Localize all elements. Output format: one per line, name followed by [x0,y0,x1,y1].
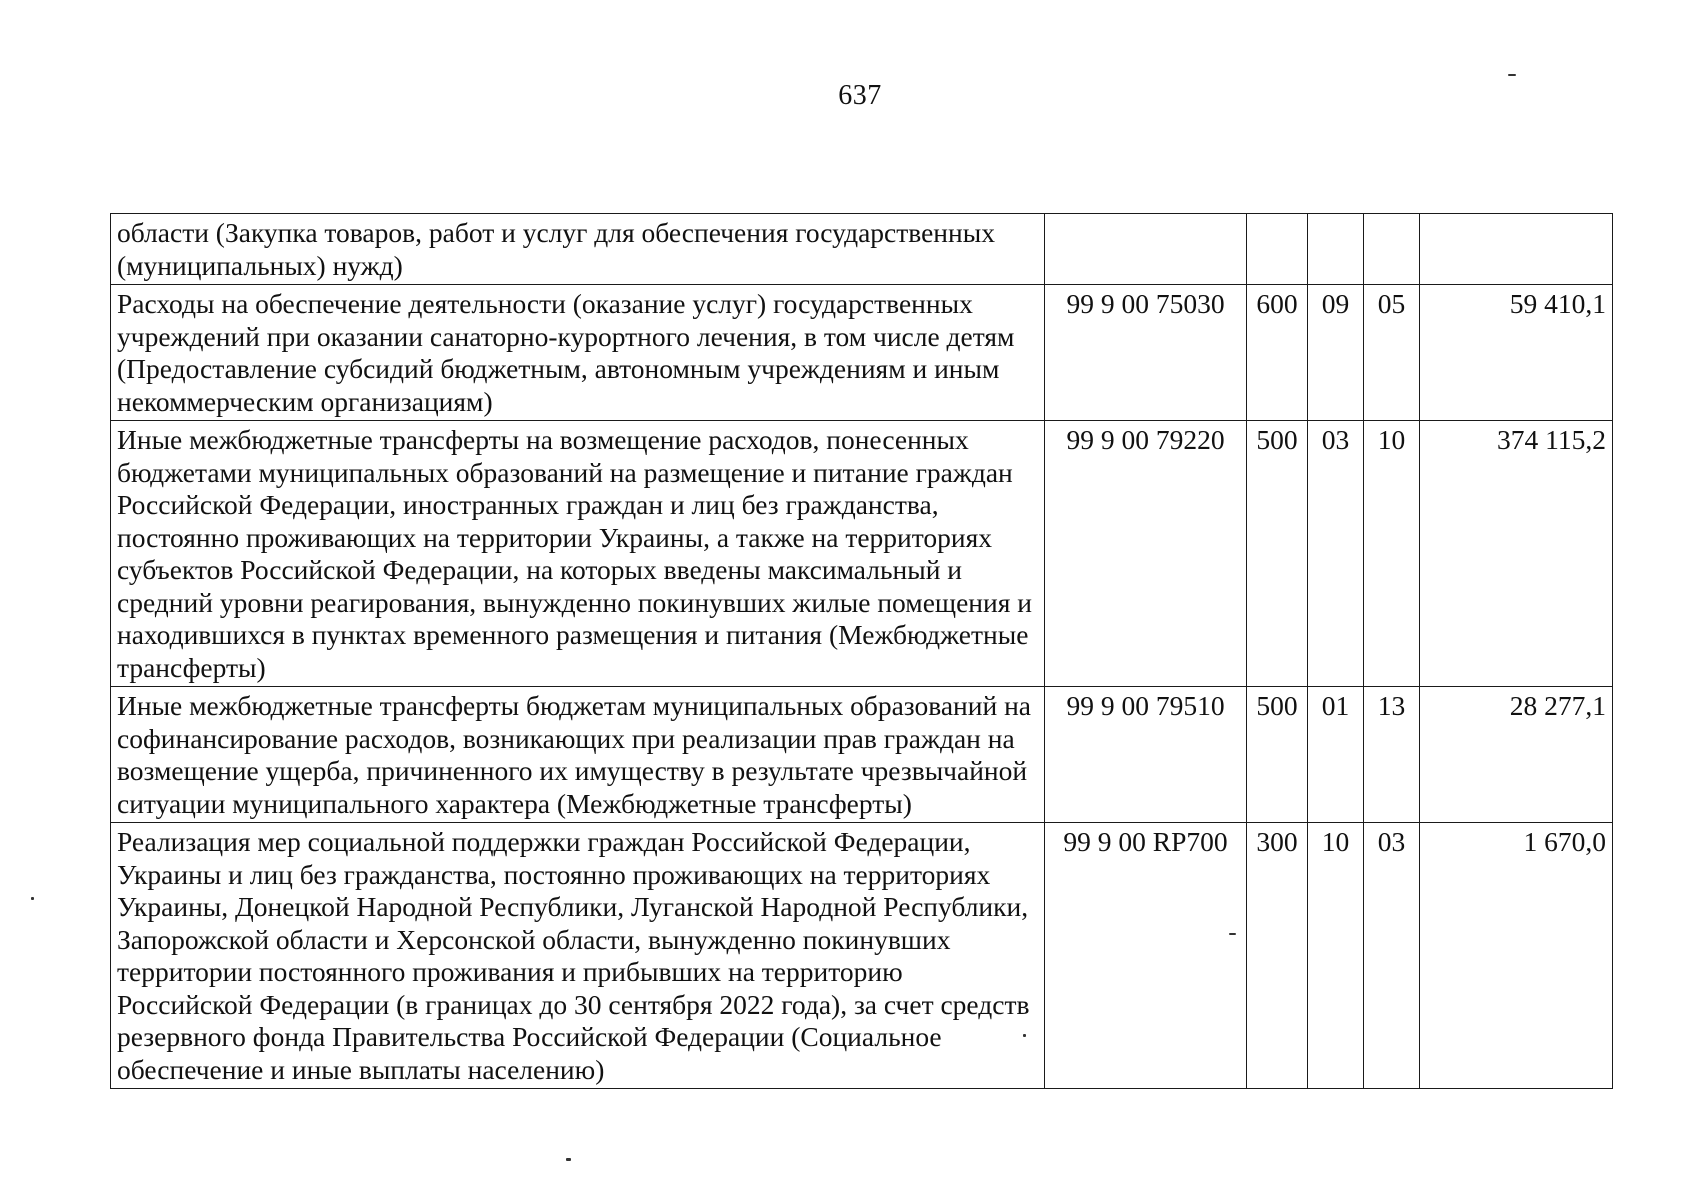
scan-speck [1508,74,1516,76]
row-description-cell [111,823,1045,1089]
scan-speck [1229,933,1236,935]
target-code-cell: 99 9 00 79510 [1045,687,1247,823]
expense-type-cell: 500 [1247,421,1308,687]
amount-cell: 28 277,1 [1420,687,1613,823]
budget-table [110,213,1613,1089]
scan-speck [1023,1034,1026,1037]
subsection-cell [1364,214,1420,285]
page-number: 637 [838,80,882,111]
expense-type-cell [1247,214,1308,285]
scan-speck [31,897,34,900]
table-row [111,687,1613,823]
row-description-cell [111,421,1045,687]
row-description: Реализация мер социальной поддержки граждан Российской Федерации, Украины и лиц без гражданства, постоянно проживающих на территориях Украины, Донецкой Народной Республики, Луганской Народной Республики, Запорожской области и Херсонской области, вынужденно покинувших территории постоянного проживания и прибывших на территорию Российской Федерации (в границах до 30 сентября 2022 года), за счет средств резервного фонда Правительства Российской Федерации (Социальное обеспечение и иные выплаты населению) [117,826,1030,1085]
expense-type-cell: 600 [1247,285,1308,421]
expense-type-cell: 300 [1247,823,1308,1089]
row-description: Иные межбюджетные трансферты на возмещение расходов, понесенных бюджетами муниципальных образований на размещение и питание граждан Российской Федерации, иностранных граждан и лиц без гражданства, постоянно проживающих на территории Украины, а также на территориях субъектов Российской Федерации, на которых введены максимальный и средний уровни реагирования, вынужденно покинувших жилые помещения и находившихся в пунктах временного размещения и питания (Межбюджетные трансферты) [117,424,1032,683]
row-description-cell [111,285,1045,421]
target-code-cell: 99 9 00 79220 [1045,421,1247,687]
subsection-cell: 03 [1364,823,1420,1089]
scan-speck [566,1158,571,1161]
target-code-cell: 99 9 00 RP700 [1045,823,1247,1089]
amount-cell: 59 410,1 [1420,285,1613,421]
table-row [111,214,1613,285]
subsection-cell: 05 [1364,285,1420,421]
section-cell [1308,214,1364,285]
row-description: Расходы на обеспечение деятельности (оказание услуг) государственных учреждений при оказании санаторно-курортного лечения, в том числе детям (Предоставление субсидий бюджетным, автономным учреждениям и иным некоммерческим организациям) [117,288,1015,417]
target-code-cell: 99 9 00 75030 [1045,285,1247,421]
section-cell: 01 [1308,687,1364,823]
table-row [111,285,1613,421]
row-description: области (Закупка товаров, работ и услуг для обеспечения государственных (муниципальных) нужд) [117,217,995,281]
section-cell: 09 [1308,285,1364,421]
target-code-cell [1045,214,1247,285]
table-row [111,421,1613,687]
row-description-cell [111,687,1045,823]
amount-cell: 1 670,0 [1420,823,1613,1089]
section-cell: 03 [1308,421,1364,687]
expense-type-cell: 500 [1247,687,1308,823]
row-description-cell [111,214,1045,285]
subsection-cell: 13 [1364,687,1420,823]
amount-cell: 374 115,2 [1420,421,1613,687]
table-row [111,823,1613,1089]
amount-cell [1420,214,1613,285]
row-description: Иные межбюджетные трансферты бюджетам муниципальных образований на софинансирование расходов, возникающих при реализации прав граждан на возмещение ущерба, причиненного их имуществу в результате чрезвычайной ситуации муниципального характера (Межбюджетные трансферты) [117,690,1031,819]
subsection-cell: 10 [1364,421,1420,687]
section-cell: 10 [1308,823,1364,1089]
